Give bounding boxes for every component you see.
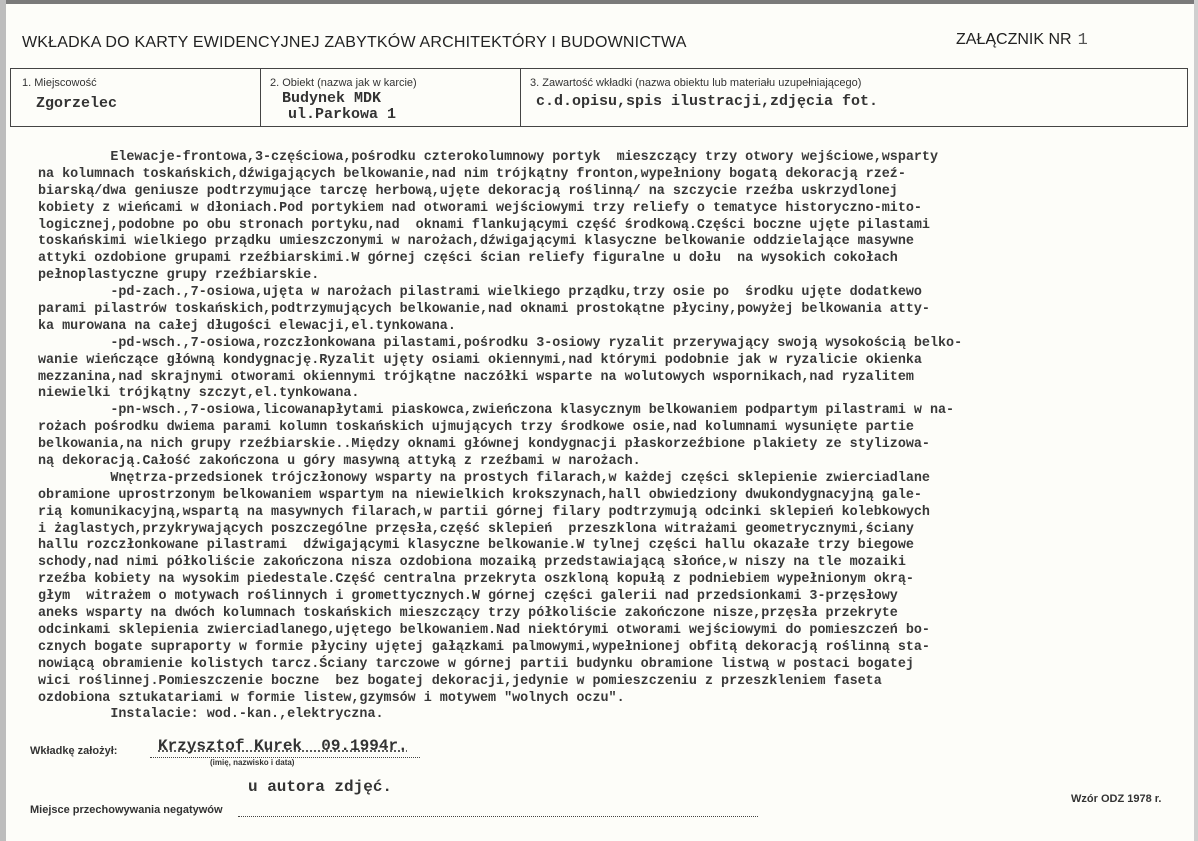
description-line: -pd-zach.,7-osiowa,ujęta w narożach pilastrami wielkiego prządku,trzy osie po środku ujęte dodatkewo [38, 285, 922, 301]
description-line: parami pilastrów toskańskich,podtrzymujących belkowanie,nad oknami prostokątne płyciny,powyżej belkowania atty- [38, 302, 930, 318]
fields-divider-1 [260, 68, 261, 126]
description-line: ozdobiona sztukatariami w formie listew,gzymsów i motywem "wolnych oczu". [38, 690, 625, 706]
description-line: Instalacie: wod.-kan.,elektryczna. [38, 707, 384, 723]
description-line: rożach pośrodku dwiema parami kolumn toskańskich ujmujących trzy środkowe osie,nad kolumnami wysunięte partie [38, 420, 914, 436]
description-line: nowiącą obramienie kolistych tarcz.Ściany tarczowe w górnej partii budynku obramione listwą w postaci bogatej [38, 656, 914, 672]
negatives-dotted-line [238, 816, 758, 817]
negatives-location-label: Miejsce przechowywania negatywów [30, 804, 223, 816]
description-line: logicznej,podobne po obu stronach portyku,nad oknami flankującymi część środkową.Części boczne ujęte pilastami [38, 217, 930, 233]
description-line: Wnętrza-przedsionek trójczłonowy wsparty na prostych filarach,w każdej części sklepienie zwierciadlane [38, 470, 930, 486]
description-line: niewielki trójkątny szczyt,el.tynkowana. [38, 386, 360, 402]
description-line: Elewacje-frontowa,3-częściowa,pośrodku czterokolumnowy portyk mieszczący trzy otwory wejściowe,wsparty [38, 150, 938, 165]
locality-value: Zgorzelec [36, 95, 118, 112]
left-border [0, 0, 6, 841]
description-line: biarską/dwa geniusze podtrzymujące tarczę herbową,ujęte dekoracją roślinną/ na szczycie rzeźba uskrzydlonej [38, 183, 898, 199]
description-line: ną dekoracją.Całość zakończona u góry masywną attyką z rzeźbami w narożach. [38, 454, 641, 470]
locality-label: 1. Miejscowość [22, 77, 97, 89]
description-line: toskańskimi wielkiego prządku umieszczonymi w narożach,dźwigającymi klasyczne belkowanie oddzielające masywne [38, 234, 914, 250]
fields-bottom-rule [10, 126, 1188, 127]
author-caption: (imię, nazwisko i data) [210, 758, 295, 767]
negatives-location-value: u autora zdjęć. [248, 778, 393, 796]
description-line: na kolumnach toskańskich,dźwigających belkowanie,nad nim trójkątny fronton,wypełniony bogatą dekoracją rzeź- [38, 166, 906, 182]
author-value: Krzysztof Kurek 09.1994r. [158, 737, 408, 755]
description-line: attyki ozdobione grupami rzeźbiarskimi.W górnej części ścian reliefy figuralne u dołu na wysokich cokołach [38, 251, 898, 267]
description-line: aneks wsparty na dwóch kolumnach toskańskich mieszczący trzy półkoliście zakończone nisze,przęsła przekryte [38, 606, 898, 622]
description-line: rią komunikacyjną,wspartą na masywnych filarach,w partii górnej filary podtrzymują odcinki sklepień kolebkowych [38, 504, 930, 520]
description-line: obramione uprostrzonym belkowaniem wspartym na niewielkich krokszynach,hall obwiedziony dwukondygnacyjną gale- [38, 487, 922, 503]
description-line: wanie wieńczące główną kondygnację.Ryzalit ujęty osiami okiennymi,nad którymi podobnie jak w ryzalicie okienka [38, 352, 922, 368]
description-line: ka murowana na całej długości elewacji,el.tynkowana. [38, 318, 456, 334]
author-label: Wkładkę założył: [30, 745, 118, 757]
object-value-line1: Budynek MDK [282, 90, 382, 107]
right-border [1194, 0, 1198, 841]
description-line: wici roślinnej.Pomieszczenie boczne bez bogatej dekoracji,jedynie w pomieszczeniu z przeszkleniem faseta [38, 673, 882, 689]
description-line: hallu rozczłonkowane pilastrami dźwigającymi klasyczne belkowanie.W tylnej części hallu okazałe trzy biegowe [38, 538, 914, 554]
description-line: odcinkami sklepienia zwierciadlanego,ujętego belkowaniem.Nad niektórymi otworami wejściowymi do pomieszczeń bo- [38, 622, 930, 638]
top-border [0, 0, 1198, 4]
description-line: rzeźba kobiety na wysokim piedestale.Część centralna przekryta oszkloną kopułą z podniebiem wypełnionym okrą- [38, 572, 914, 588]
description-body [38, 150, 1188, 724]
description-line: schody,nad nimi półkoliście zakończona nisza ozdobiona mozaiką przedstawiającą słońce,w niszy na tle mozaiki [38, 555, 906, 571]
description-line: -pd-wsch.,7-osiowa,rozczłonkowana pilastami,pośrodku 3-osiowy ryzalit przerywający swoją wysokością belko- [38, 335, 963, 351]
object-value-line2: ul.Parkowa 1 [288, 106, 397, 123]
description-line: i żaglastych,przykrywających poszczególne przęsła,część sklepień przeszklona witrażami geometrycznymi,ściany [38, 521, 914, 537]
description-line: pełnoplastyczne grupy rzeźbiarskie. [38, 268, 320, 284]
form-title: WKŁADKA DO KARTY EWIDENCYJNEJ ZABYTKÓW ARCHITEKTÓRY I BUDOWNICTWA [22, 34, 687, 51]
contents-value: c.d.opisu,spis ilustracji,zdjęcia fot. [536, 93, 879, 110]
description-line: -pn-wsch.,7-osiowa,licowanapłytami piaskowca,zwieńczona klasycznym belkowaniem podpartym pilastrami w na- [38, 403, 955, 419]
description-line: belkowania,na nich grupy rzeźbiarskie..Między oknami głównej kondygnacji płaskorzeźbione plakiety ze stylizowa- [38, 437, 930, 453]
attachment-number-value: 1 [1077, 31, 1088, 50]
object-label: 2. Obiekt (nazwa jak w karcie) [270, 77, 417, 89]
attachment-number [956, 31, 1088, 50]
contents-label: 3. Zawartość wkładki (nazwa obiektu lub materiału uzupełniającego) [530, 77, 862, 89]
description-line: cznych bogate supraporty w formie płyciny ujętej gałązkami palmowymi,wypełnionej obfitą dekoracją roślinną sta- [38, 639, 930, 655]
description-line: kobiety z wieńcami w dłoniach.Pod portykiem nad otworami wejściowymi trzy reliefy o tematyce historyczno-mito- [38, 200, 922, 216]
description-line: głym witrażem o motywach roślinnych i gromettycznych.W górnej części galerii nad przedsionkami 3-przęsłowy [38, 589, 898, 605]
fields-divider-2 [520, 68, 521, 126]
form-template-mark: Wzór ODZ 1978 r. [1071, 793, 1162, 805]
fields-top-rule [10, 68, 1188, 69]
fields-right-rule [1187, 68, 1188, 126]
description-line: mezzanina,nad skrajnymi otworami okiennymi trójkątne naczółki wsparte na wolutowych wspornikach,nad ryzalitem [38, 369, 914, 385]
attachment-label: ZAŁĄCZNIK NR [956, 31, 1072, 48]
fields-left-rule [10, 68, 11, 126]
